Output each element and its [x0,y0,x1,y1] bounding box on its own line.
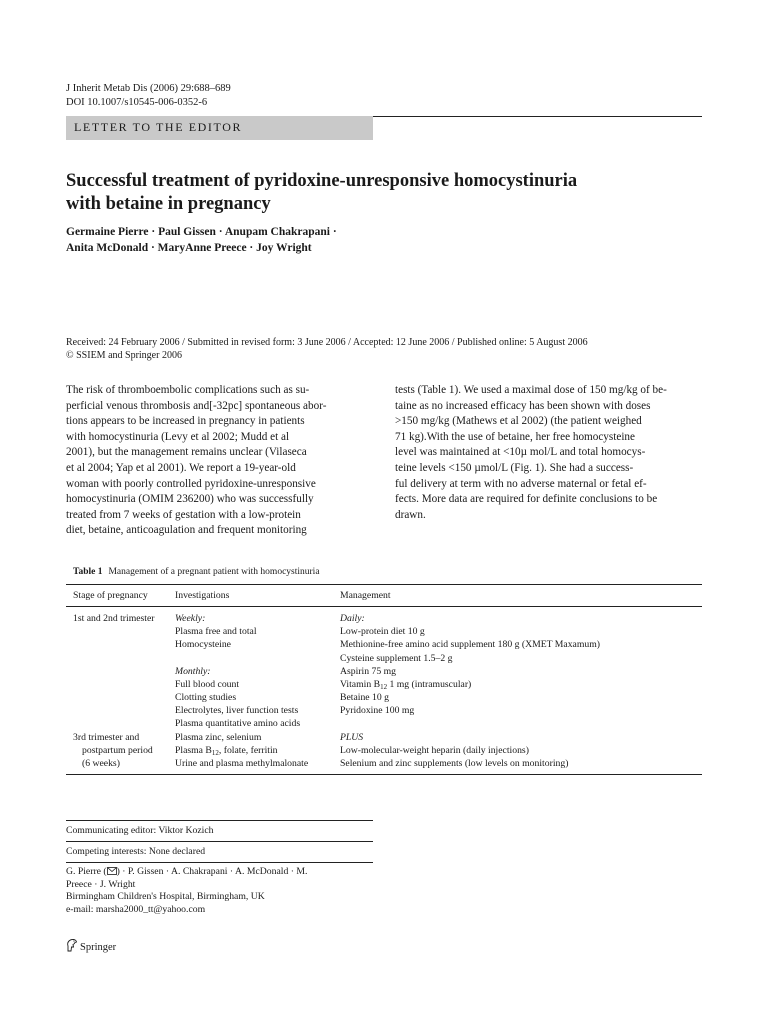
section-banner-label: LETTER TO THE EDITOR [74,120,243,134]
table-cell-stage: (6 weeks) [82,758,120,769]
author-list [66,224,586,256]
table-header-management: Management [340,590,391,601]
journal-citation [66,82,231,110]
communicating-editor: Communicating editor: Viktor Kozich [66,825,214,836]
publication-history [66,336,716,362]
correspondence-affiliation: Birmingham Children's Hospital, Birmingham, UK [66,891,265,902]
authors-line-2: Anita McDonald · MaryAnne Preece · Joy Wright [66,242,312,254]
body-line: taine as no increased efficacy has been shown with doses [395,399,651,412]
correspondence-email[interactable]: e-mail: marsha2000_tt@yahoo.com [66,903,206,915]
doi-line: DOI 10.1007/s10545-006-0352-6 [66,97,208,108]
article-title [66,170,706,216]
body-line: level was maintained at <10µ mol/L and total homocys- [395,446,646,459]
footnote-rule [66,820,373,821]
table-cell-management: Pyridoxine 100 mg [340,705,415,716]
body-line: 71 kg).With the use of betaine, her free homocysteine [395,430,635,443]
title-line-2: with betaine in pregnancy [66,194,271,214]
table-cell-investigation: Electrolytes, liver function tests [175,705,299,716]
table-cell-investigation: Full blood count [175,679,240,690]
table-cell-investigation: Monthly: [175,666,211,677]
b12-text-rest: , folate, ferritin [218,745,278,756]
body-line: tests (Table 1). We used a maximal dose of 150 mg/kg of be- [395,384,667,396]
body-line: fects. More data are required for definite conclusions to be [395,493,658,506]
table-cell-investigation: Plasma quantitative amino acids [175,718,301,729]
title-line-1: Successful treatment of pyridoxine-unresponsive homocystinuria [66,171,578,191]
b12-text: Plasma B [175,745,212,756]
copyright-icon: © [66,350,74,361]
publisher-name: Springer [80,942,117,953]
table-cell-stage: 3rd trimester and [73,732,140,743]
body-line: >150 mg/kg (Mathews et al 2002) (the patient weighed [395,415,642,428]
table-label: Table 1 [73,567,103,577]
body-line: 2001), but the management remains unclear (Vilaseca [66,446,307,459]
correspondence-authors-cont: Preece · J. Wright [66,878,136,890]
body-line: et al 2004; Yap et al 2001). We report a 19-year-old [66,461,296,474]
body-line: teine levels <150 µmol/L (Fig. 1). She had a success- [395,461,634,474]
table-cell-management: Selenium and zinc supplements (low levels on monitoring) [340,758,569,769]
table-cell-management: Low-protein diet 10 g [340,626,425,637]
dates-line: Received: 24 February 2006 / Submitted in revised form: 3 June 2006 / Accepted: 12 June 2006 / Published online: 5 August 2006 [66,337,588,348]
table-top-rule [66,584,702,585]
body-left-column [66,383,373,539]
corr-text: G. Pierre ( [66,866,107,877]
section-banner [66,116,373,140]
body-line: drawn. [395,508,426,521]
journal-line: J Inherit Metab Dis (2006) 29:688–689 [66,83,231,94]
competing-interests: Competing interests: None declared [66,846,206,857]
table-caption [73,567,320,577]
footnote-rule [66,841,373,842]
b12-subscript: 12 [211,749,219,757]
publisher-logo [66,938,116,953]
body-line: diet, betaine, anticoagulation and frequent monitoring [66,524,307,537]
body-right-column [395,383,702,523]
envelope-icon [107,867,117,875]
footnote-rule [66,862,373,863]
banner-rule [373,116,702,117]
table-cell-management: PLUS [340,732,364,743]
table-cell-investigation: Weekly: [175,613,206,624]
table-header-investigations: Investigations [175,590,230,601]
table-cell-management: Betaine 10 g [340,692,389,703]
body-line: ful delivery at term with no adverse maternal or fetal ef- [395,477,647,490]
table-cell-management: Low-molecular-weight heparin (daily injections) [340,745,529,756]
table-caption-text: Management of a pregnant patient with homocystinuria [108,567,320,577]
table-cell-investigation: Urine and plasma methylmalonate [175,758,309,769]
body-line: homocystinuria (OMIM 236200) who was successfully [66,493,314,506]
copyright-line [66,349,716,362]
correspondence-authors [66,866,366,879]
body-line: tions appears to be increased in pregnancy in patients [66,415,305,428]
body-line: treated from 7 weeks of gestation with a low-protein [66,508,301,521]
table-cell-stage: postpartum period [82,745,153,756]
body-line: with homocystinuria (Levy et al 2002; Mudd et al [66,430,290,443]
table-cell-investigation: Homocysteine [175,639,231,650]
authors-line-1: Germaine Pierre · Paul Gissen · Anupam Chakrapani · [66,226,337,238]
body-line: woman with poorly controlled pyridoxine-unresponsive [66,477,316,490]
table-header-rule [66,606,702,607]
table-cell-stage: 1st and 2nd trimester [73,613,155,624]
table-bottom-rule [66,774,702,775]
vitb12-text: Vitamin B [340,679,381,690]
springer-horse-icon [66,938,78,952]
table-cell-investigation: Clotting studies [175,692,237,703]
corr-text: ) · P. Gissen · A. Chakrapani · A. McDonald · M. [116,866,308,877]
table-cell-management: Cysteine supplement 1.5–2 g [340,653,453,664]
table-cell-management: Aspirin 75 mg [340,666,396,677]
copyright-text: SSIEM and Springer 2006 [76,350,182,361]
table-cell-management: Methionine-free amino acid supplement 180 g (XMET Maxamum) [340,639,600,650]
table-header-stage: Stage of pregnancy [73,590,148,601]
table-cell-management: Daily: [340,613,365,624]
body-line: perficial venous thrombosis and[-32pc] spontaneous abor- [66,399,327,412]
table-cell-investigation: Plasma zinc, selenium [175,732,262,743]
vitb12-subscript: 12 [380,683,388,691]
body-line: The risk of thromboembolic complications such as su- [66,384,310,396]
correspondence-block [66,866,366,916]
vitb12-text-rest: 1 mg (intramuscular) [387,679,472,690]
table-cell-investigation: Plasma free and total [175,626,257,637]
